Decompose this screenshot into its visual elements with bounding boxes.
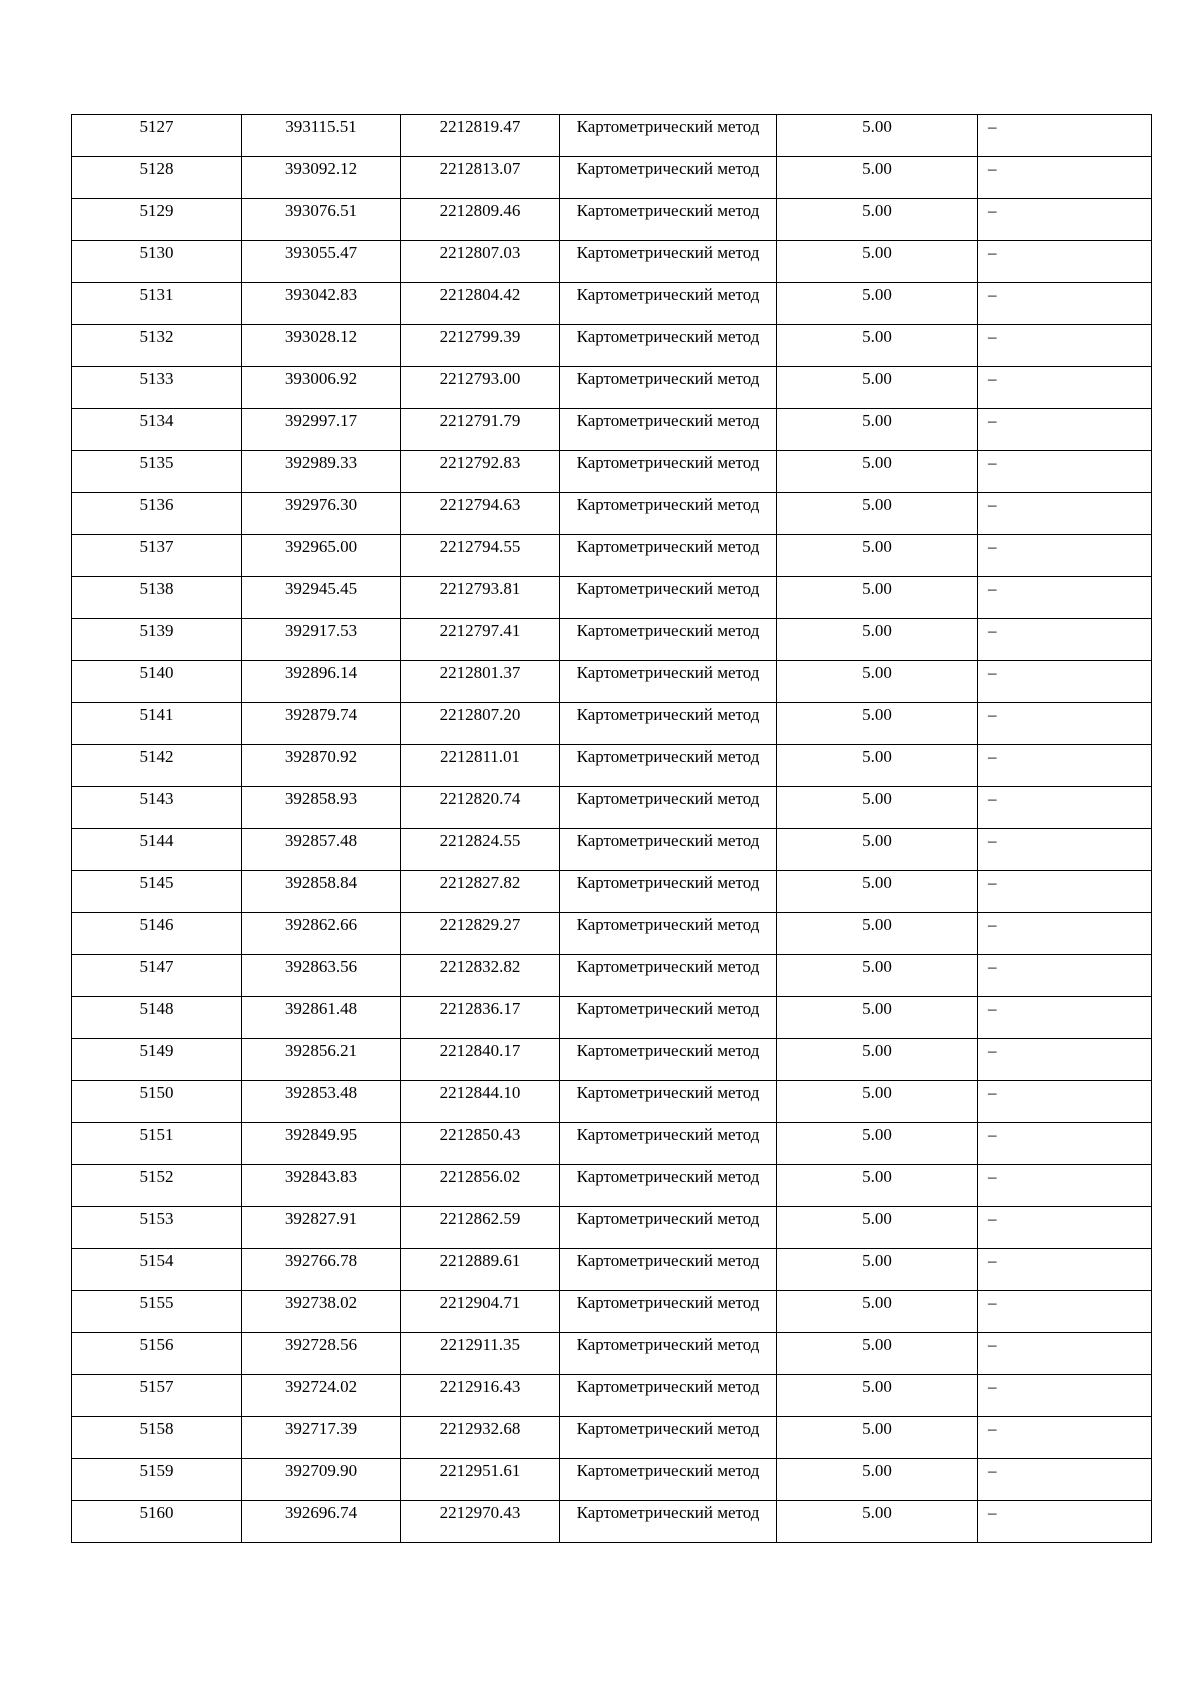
y-coordinate-cell: 2212827.82 — [401, 871, 560, 913]
point-number-cell: 5143 — [72, 787, 242, 829]
x-coordinate-cell: 392997.17 — [242, 409, 401, 451]
y-coordinate-cell: 2212804.42 — [401, 283, 560, 325]
method-cell: Картометрический метод — [560, 283, 777, 325]
point-number-cell: 5138 — [72, 577, 242, 619]
accuracy-cell: 5.00 — [777, 1333, 978, 1375]
method-cell: Картометрический метод — [560, 1207, 777, 1249]
description-cell: – — [978, 913, 1152, 955]
accuracy-cell: 5.00 — [777, 409, 978, 451]
table-row — [72, 955, 1152, 997]
y-coordinate-cell: 2212832.82 — [401, 955, 560, 997]
table-row — [72, 241, 1152, 283]
point-number-cell: 5139 — [72, 619, 242, 661]
method-cell: Картометрический метод — [560, 1081, 777, 1123]
x-coordinate-cell: 392724.02 — [242, 1375, 401, 1417]
description-cell: – — [978, 577, 1152, 619]
table-row — [72, 1459, 1152, 1501]
x-coordinate-cell: 393055.47 — [242, 241, 401, 283]
x-coordinate-cell: 392857.48 — [242, 829, 401, 871]
accuracy-cell: 5.00 — [777, 325, 978, 367]
y-coordinate-cell: 2212820.74 — [401, 787, 560, 829]
accuracy-cell: 5.00 — [777, 871, 978, 913]
point-number-cell: 5140 — [72, 661, 242, 703]
table-row — [72, 157, 1152, 199]
table-row — [72, 1291, 1152, 1333]
method-cell: Картометрический метод — [560, 1501, 777, 1543]
table-row — [72, 283, 1152, 325]
y-coordinate-cell: 2212797.41 — [401, 619, 560, 661]
method-cell: Картометрический метод — [560, 1291, 777, 1333]
accuracy-cell: 5.00 — [777, 367, 978, 409]
table-row — [72, 1123, 1152, 1165]
x-coordinate-cell: 393115.51 — [242, 115, 401, 157]
x-coordinate-cell: 392863.56 — [242, 955, 401, 997]
x-coordinate-cell: 392856.21 — [242, 1039, 401, 1081]
x-coordinate-cell: 392879.74 — [242, 703, 401, 745]
method-cell: Картометрический метод — [560, 115, 777, 157]
method-cell: Картометрический метод — [560, 157, 777, 199]
accuracy-cell: 5.00 — [777, 115, 978, 157]
y-coordinate-cell: 2212856.02 — [401, 1165, 560, 1207]
x-coordinate-cell: 392858.93 — [242, 787, 401, 829]
description-cell: – — [978, 1123, 1152, 1165]
description-cell: – — [978, 1207, 1152, 1249]
x-coordinate-cell: 392696.74 — [242, 1501, 401, 1543]
accuracy-cell: 5.00 — [777, 577, 978, 619]
x-coordinate-cell: 392870.92 — [242, 745, 401, 787]
point-number-cell: 5137 — [72, 535, 242, 577]
method-cell: Картометрический метод — [560, 1375, 777, 1417]
accuracy-cell: 5.00 — [777, 1123, 978, 1165]
y-coordinate-cell: 2212824.55 — [401, 829, 560, 871]
coordinates-table — [71, 114, 1152, 1543]
table-row — [72, 997, 1152, 1039]
description-cell: – — [978, 661, 1152, 703]
y-coordinate-cell: 2212911.35 — [401, 1333, 560, 1375]
method-cell: Картометрический метод — [560, 1333, 777, 1375]
accuracy-cell: 5.00 — [777, 451, 978, 493]
description-cell: – — [978, 283, 1152, 325]
table-row — [72, 1333, 1152, 1375]
table-row — [72, 871, 1152, 913]
point-number-cell: 5147 — [72, 955, 242, 997]
accuracy-cell: 5.00 — [777, 745, 978, 787]
point-number-cell: 5156 — [72, 1333, 242, 1375]
y-coordinate-cell: 2212792.83 — [401, 451, 560, 493]
x-coordinate-cell: 392728.56 — [242, 1333, 401, 1375]
y-coordinate-cell: 2212794.55 — [401, 535, 560, 577]
y-coordinate-cell: 2212807.03 — [401, 241, 560, 283]
description-cell: – — [978, 241, 1152, 283]
x-coordinate-cell: 393092.12 — [242, 157, 401, 199]
accuracy-cell: 5.00 — [777, 1417, 978, 1459]
accuracy-cell: 5.00 — [777, 661, 978, 703]
description-cell: – — [978, 1039, 1152, 1081]
method-cell: Картометрический метод — [560, 325, 777, 367]
description-cell: – — [978, 1081, 1152, 1123]
x-coordinate-cell: 392989.33 — [242, 451, 401, 493]
y-coordinate-cell: 2212809.46 — [401, 199, 560, 241]
table-row — [72, 787, 1152, 829]
table-row — [72, 325, 1152, 367]
table-row — [72, 535, 1152, 577]
y-coordinate-cell: 2212840.17 — [401, 1039, 560, 1081]
point-number-cell: 5134 — [72, 409, 242, 451]
description-cell: – — [978, 115, 1152, 157]
coordinates-table-body — [72, 115, 1152, 1543]
table-row — [72, 1207, 1152, 1249]
point-number-cell: 5157 — [72, 1375, 242, 1417]
point-number-cell: 5148 — [72, 997, 242, 1039]
accuracy-cell: 5.00 — [777, 997, 978, 1039]
x-coordinate-cell: 392766.78 — [242, 1249, 401, 1291]
y-coordinate-cell: 2212813.07 — [401, 157, 560, 199]
point-number-cell: 5131 — [72, 283, 242, 325]
description-cell: – — [978, 367, 1152, 409]
table-row — [72, 619, 1152, 661]
accuracy-cell: 5.00 — [777, 1459, 978, 1501]
table-row — [72, 367, 1152, 409]
description-cell: – — [978, 1165, 1152, 1207]
accuracy-cell: 5.00 — [777, 535, 978, 577]
method-cell: Картометрический метод — [560, 409, 777, 451]
method-cell: Картометрический метод — [560, 703, 777, 745]
accuracy-cell: 5.00 — [777, 787, 978, 829]
point-number-cell: 5152 — [72, 1165, 242, 1207]
point-number-cell: 5145 — [72, 871, 242, 913]
x-coordinate-cell: 392858.84 — [242, 871, 401, 913]
table-row — [72, 661, 1152, 703]
method-cell: Картометрический метод — [560, 535, 777, 577]
point-number-cell: 5159 — [72, 1459, 242, 1501]
description-cell: – — [978, 325, 1152, 367]
y-coordinate-cell: 2212829.27 — [401, 913, 560, 955]
description-cell: – — [978, 955, 1152, 997]
y-coordinate-cell: 2212794.63 — [401, 493, 560, 535]
table-row — [72, 913, 1152, 955]
x-coordinate-cell: 393028.12 — [242, 325, 401, 367]
description-cell: – — [978, 703, 1152, 745]
y-coordinate-cell: 2212932.68 — [401, 1417, 560, 1459]
accuracy-cell: 5.00 — [777, 829, 978, 871]
accuracy-cell: 5.00 — [777, 1501, 978, 1543]
x-coordinate-cell: 392917.53 — [242, 619, 401, 661]
x-coordinate-cell: 393006.92 — [242, 367, 401, 409]
table-row — [72, 1417, 1152, 1459]
point-number-cell: 5146 — [72, 913, 242, 955]
point-number-cell: 5133 — [72, 367, 242, 409]
x-coordinate-cell: 392849.95 — [242, 1123, 401, 1165]
method-cell: Картометрический метод — [560, 829, 777, 871]
accuracy-cell: 5.00 — [777, 283, 978, 325]
x-coordinate-cell: 392738.02 — [242, 1291, 401, 1333]
point-number-cell: 5149 — [72, 1039, 242, 1081]
point-number-cell: 5130 — [72, 241, 242, 283]
description-cell: – — [978, 409, 1152, 451]
description-cell: – — [978, 1375, 1152, 1417]
accuracy-cell: 5.00 — [777, 1375, 978, 1417]
method-cell: Картометрический метод — [560, 451, 777, 493]
point-number-cell: 5158 — [72, 1417, 242, 1459]
accuracy-cell: 5.00 — [777, 1249, 978, 1291]
x-coordinate-cell: 392862.66 — [242, 913, 401, 955]
accuracy-cell: 5.00 — [777, 955, 978, 997]
table-row — [72, 1501, 1152, 1543]
method-cell: Картометрический метод — [560, 913, 777, 955]
accuracy-cell: 5.00 — [777, 1165, 978, 1207]
y-coordinate-cell: 2212807.20 — [401, 703, 560, 745]
description-cell: – — [978, 451, 1152, 493]
y-coordinate-cell: 2212951.61 — [401, 1459, 560, 1501]
x-coordinate-cell: 392717.39 — [242, 1417, 401, 1459]
description-cell: – — [978, 997, 1152, 1039]
point-number-cell: 5135 — [72, 451, 242, 493]
table-row — [72, 115, 1152, 157]
x-coordinate-cell: 392976.30 — [242, 493, 401, 535]
y-coordinate-cell: 2212793.81 — [401, 577, 560, 619]
point-number-cell: 5155 — [72, 1291, 242, 1333]
method-cell: Картометрический метод — [560, 619, 777, 661]
table-row — [72, 577, 1152, 619]
method-cell: Картометрический метод — [560, 1249, 777, 1291]
table-row — [72, 1249, 1152, 1291]
table-row — [72, 703, 1152, 745]
table-row — [72, 1081, 1152, 1123]
method-cell: Картометрический метод — [560, 199, 777, 241]
method-cell: Картометрический метод — [560, 955, 777, 997]
description-cell: – — [978, 493, 1152, 535]
table-row — [72, 451, 1152, 493]
description-cell: – — [978, 1417, 1152, 1459]
accuracy-cell: 5.00 — [777, 157, 978, 199]
method-cell: Картометрический метод — [560, 661, 777, 703]
x-coordinate-cell: 392827.91 — [242, 1207, 401, 1249]
description-cell: – — [978, 1459, 1152, 1501]
y-coordinate-cell: 2212811.01 — [401, 745, 560, 787]
y-coordinate-cell: 2212850.43 — [401, 1123, 560, 1165]
table-row — [72, 829, 1152, 871]
x-coordinate-cell: 392843.83 — [242, 1165, 401, 1207]
x-coordinate-cell: 393042.83 — [242, 283, 401, 325]
description-cell: – — [978, 787, 1152, 829]
method-cell: Картометрический метод — [560, 745, 777, 787]
table-row — [72, 1165, 1152, 1207]
method-cell: Картометрический метод — [560, 241, 777, 283]
table-row — [72, 1375, 1152, 1417]
table-row — [72, 493, 1152, 535]
point-number-cell: 5151 — [72, 1123, 242, 1165]
accuracy-cell: 5.00 — [777, 493, 978, 535]
description-cell: – — [978, 1291, 1152, 1333]
description-cell: – — [978, 619, 1152, 661]
y-coordinate-cell: 2212836.17 — [401, 997, 560, 1039]
y-coordinate-cell: 2212799.39 — [401, 325, 560, 367]
accuracy-cell: 5.00 — [777, 1081, 978, 1123]
description-cell: – — [978, 745, 1152, 787]
description-cell: – — [978, 829, 1152, 871]
accuracy-cell: 5.00 — [777, 241, 978, 283]
description-cell: – — [978, 157, 1152, 199]
description-cell: – — [978, 199, 1152, 241]
y-coordinate-cell: 2212844.10 — [401, 1081, 560, 1123]
accuracy-cell: 5.00 — [777, 1039, 978, 1081]
table-row — [72, 745, 1152, 787]
y-coordinate-cell: 2212819.47 — [401, 115, 560, 157]
point-number-cell: 5160 — [72, 1501, 242, 1543]
y-coordinate-cell: 2212970.43 — [401, 1501, 560, 1543]
point-number-cell: 5150 — [72, 1081, 242, 1123]
x-coordinate-cell: 392945.45 — [242, 577, 401, 619]
y-coordinate-cell: 2212916.43 — [401, 1375, 560, 1417]
point-number-cell: 5128 — [72, 157, 242, 199]
description-cell: – — [978, 1501, 1152, 1543]
accuracy-cell: 5.00 — [777, 703, 978, 745]
accuracy-cell: 5.00 — [777, 913, 978, 955]
table-row — [72, 409, 1152, 451]
description-cell: – — [978, 1333, 1152, 1375]
point-number-cell: 5153 — [72, 1207, 242, 1249]
accuracy-cell: 5.00 — [777, 1291, 978, 1333]
point-number-cell: 5132 — [72, 325, 242, 367]
y-coordinate-cell: 2212791.79 — [401, 409, 560, 451]
point-number-cell: 5142 — [72, 745, 242, 787]
method-cell: Картометрический метод — [560, 871, 777, 913]
point-number-cell: 5136 — [72, 493, 242, 535]
method-cell: Картометрический метод — [560, 1039, 777, 1081]
x-coordinate-cell: 393076.51 — [242, 199, 401, 241]
accuracy-cell: 5.00 — [777, 1207, 978, 1249]
method-cell: Картометрический метод — [560, 1165, 777, 1207]
method-cell: Картометрический метод — [560, 1417, 777, 1459]
method-cell: Картометрический метод — [560, 493, 777, 535]
description-cell: – — [978, 535, 1152, 577]
method-cell: Картометрический метод — [560, 577, 777, 619]
x-coordinate-cell: 392861.48 — [242, 997, 401, 1039]
method-cell: Картометрический метод — [560, 1459, 777, 1501]
accuracy-cell: 5.00 — [777, 199, 978, 241]
method-cell: Картометрический метод — [560, 787, 777, 829]
y-coordinate-cell: 2212793.00 — [401, 367, 560, 409]
point-number-cell: 5154 — [72, 1249, 242, 1291]
point-number-cell: 5127 — [72, 115, 242, 157]
point-number-cell: 5129 — [72, 199, 242, 241]
x-coordinate-cell: 392853.48 — [242, 1081, 401, 1123]
method-cell: Картометрический метод — [560, 367, 777, 409]
y-coordinate-cell: 2212801.37 — [401, 661, 560, 703]
description-cell: – — [978, 871, 1152, 913]
x-coordinate-cell: 392709.90 — [242, 1459, 401, 1501]
y-coordinate-cell: 2212889.61 — [401, 1249, 560, 1291]
point-number-cell: 5144 — [72, 829, 242, 871]
description-cell: – — [978, 1249, 1152, 1291]
x-coordinate-cell: 392965.00 — [242, 535, 401, 577]
accuracy-cell: 5.00 — [777, 619, 978, 661]
y-coordinate-cell: 2212904.71 — [401, 1291, 560, 1333]
y-coordinate-cell: 2212862.59 — [401, 1207, 560, 1249]
x-coordinate-cell: 392896.14 — [242, 661, 401, 703]
table-row — [72, 1039, 1152, 1081]
table-row — [72, 199, 1152, 241]
method-cell: Картометрический метод — [560, 997, 777, 1039]
point-number-cell: 5141 — [72, 703, 242, 745]
method-cell: Картометрический метод — [560, 1123, 777, 1165]
